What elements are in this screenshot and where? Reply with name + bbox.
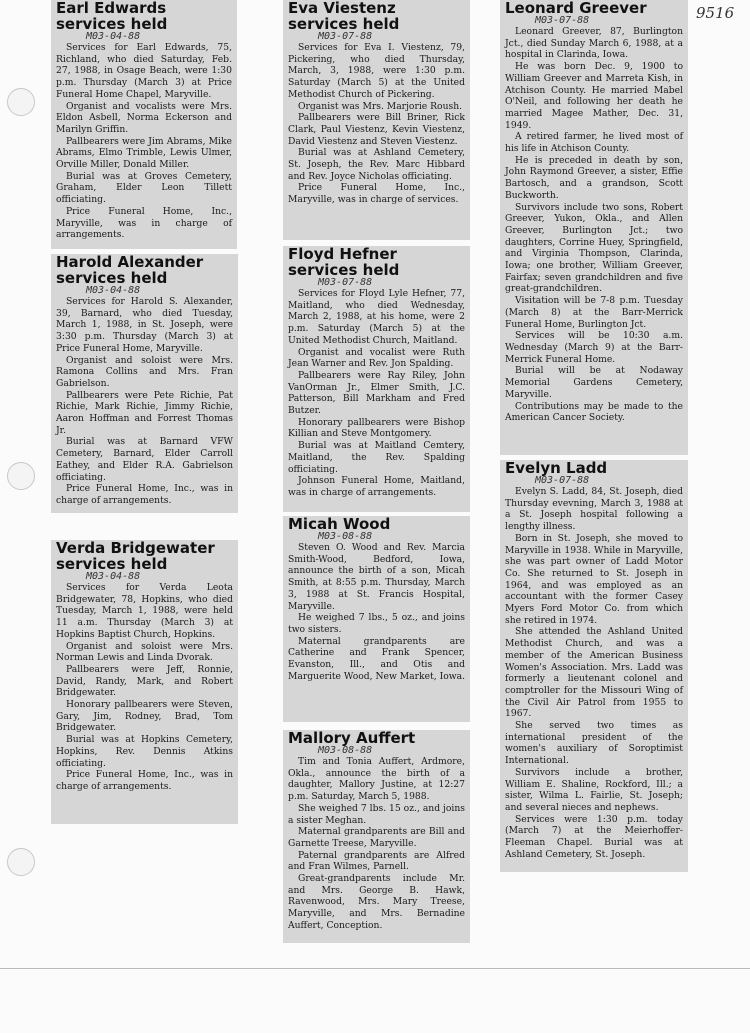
headline-eva-0: Eva Viestenz (288, 0, 396, 17)
handwritten-date-eva: M03-07-88 (318, 31, 373, 42)
paragraph-eva-4: Price Funeral Home, Inc., Maryville, was in charge of services. (288, 182, 465, 206)
paragraph-evelyn-1: Born in St. Joseph, she moved to Maryville in 1938. While in Maryville, she was part owner of Ladd Motor Co. She returned to St. Joseph in 1964, and was employed as an accountant with the former Casey Myers Ford Motor Co. from which she retired in 1974. (505, 532, 683, 626)
paragraph-verda-1: Organist and soloist were Mrs. Norman Lewis and Linda Dvorak. (56, 640, 233, 664)
headline-floyd-1: services held (288, 261, 400, 279)
headline-floyd-0: Floyd Hefner (288, 246, 397, 263)
paragraph-mallory-3: Paternal grandparents are Alfred and Fran Wilmes, Parnell. (288, 849, 465, 873)
paragraph-earl-1: Organist and vocalists were Mrs. Eldon Asbell, Norma Eckerson and Marilyn Griffin. (56, 100, 232, 135)
paragraph-eva-2: Pallbearers were Bill Briner, Rick Clark, Paul Viestenz, Kevin Viestenz, David Viestenz and Steven Viestenz. (288, 112, 465, 147)
paragraph-micah-0: Steven O. Wood and Rev. Marcia Smith-Wood, Bedford, Iowa, announce the birth of a son, Micah Smith, at 8:55 p.m. Thursday, March 3, 1988 at St. Francis Hospital, Maryville. (288, 542, 465, 612)
paragraph-harold-3: Burial was at Barnard VFW Cemetery, Barnard, Elder Carroll Eathey, and Elder R.A. Gabrielson officiating. (56, 436, 233, 483)
handwritten-date-harold: M03-04-88 (86, 285, 141, 296)
handwritten-date-evelyn: M03-07-88 (535, 475, 590, 486)
paragraph-floyd-2: Pallbearers were Ray Riley, John VanOrman Jr., Elmer Smith, J.C. Patterson, Bill Markham and Fred Butzer. (288, 369, 465, 417)
paragraph-earl-0: Services for Earl Edwards, 75, Richland, who died Saturday, Feb. 27, 1988, in Osage Beach, were 1:30 p.m. Thursday (March 3) at Price Funeral Home Chapel, Maryville. (56, 42, 232, 100)
headline-evelyn-0: Evelyn Ladd (505, 460, 608, 477)
clipping-eva-viestenz (283, 0, 470, 240)
paragraph-verda-3: Honorary pallbearers were Steven, Gary, Jim, Rodney, Brad, Tom Bridgewater. (56, 699, 233, 734)
paragraph-mallory-1: She weighed 7 lbs. 15 oz., and joins a sister Meghan. (288, 802, 465, 826)
paragraph-earl-2: Pallbearers were Jim Abrams, Mike Abrams, Elmo Trimble, Lewis Ulmer, Orville Miller, Donald Miller. (56, 135, 232, 171)
handwritten-date-micah: M03-08-88 (318, 531, 373, 542)
paragraph-floyd-1: Organist and vocalist were Ruth Jean Warner and Rev. Jon Spalding. (288, 346, 465, 370)
binder-hole-bottom (7, 848, 35, 876)
page-edge-line (0, 968, 750, 969)
handwritten-date-verda: M03-04-88 (86, 571, 141, 582)
paragraph-eva-0: Services for Eva I. Viestenz, 79, Pickering, who died Thursday, March, 3, 1988, were 1:30 p.m. Saturday (March 5) at the United Methodist Church of Pickering. (288, 42, 465, 100)
paragraph-leonard-4: Survivors include two sons, Robert Greever, Yukon, Okla., and Allen Greever, Burlington Jct.; two daughters, Corrine Huey, Springfield, and Virginia Thompson, Clarinda, Iowa; one brother, William Greever, Fairfax; seven grandchildren and five great-grandchildren. (505, 201, 683, 295)
paragraph-micah-2: Maternal grandparents are Catherine and Frank Spencer, Evanston, Ill., and Otis and Marguerite Wood, New Market, Iowa. (288, 635, 465, 682)
paragraph-floyd-5: Johnson Funeral Home, Maitland, was in charge of arrangements. (288, 475, 465, 498)
headline-mallory-0: Mallory Auffert (288, 730, 416, 747)
paragraph-eva-1: Organist was Mrs. Marjorie Roush. (298, 100, 463, 112)
paragraph-evelyn-5: Services were 1:30 p.m. today (March 7) at the Meierhoffer-Fleeman Chapel. Burial was at Ashland Cemetery, St. Joseph. (505, 813, 683, 860)
paragraph-leonard-1: He was born Dec. 9, 1900 to William Greever and Marreta Kish, in Atchison County. He married Mabel O'Neil, and following her death he married Magee Mather, Dec. 31, 1949. (505, 61, 683, 131)
paragraph-leonard-5: Visitation will be 7-8 p.m. Tuesday (March 8) at the Barr-Merrick Funeral Home, Burlington Jct. (505, 295, 683, 330)
paragraph-harold-4: Price Funeral Home, Inc., was in charge of arrangements. (56, 483, 233, 506)
headline-harold-0: Harold Alexander (56, 254, 204, 271)
handwritten-date-floyd: M03-07-88 (318, 277, 373, 288)
paragraph-leonard-3: He is preceded in death by son, John Raymond Greever, a sister, Effie Bartosch, and a grandson, Scott Buckworth. (505, 154, 683, 201)
paragraph-mallory-2: Maternal grandparents are Bill and Garnette Treese, Maryville. (288, 826, 465, 849)
headline-verda-0: Verda Bridgewater (56, 540, 215, 557)
headline-leonard-0: Leonard Greever (505, 0, 647, 17)
headline-earl-0: Earl Edwards (56, 0, 167, 17)
paragraph-evelyn-0: Evelyn S. Ladd, 84, St. Joseph, died Thursday evevning, March 3, 1988 at a St. Joseph hospital following a lengthy illness. (505, 486, 683, 533)
paragraph-harold-2: Pallbearers were Pete Richie, Pat Richie, Mark Richie, Jimmy Richie, Aaron Hoffman and Forrest Thomas Jr. (56, 389, 233, 436)
headline-eva-1: services held (288, 15, 400, 33)
clipping-verda-bridgewater (51, 540, 238, 824)
paragraph-leonard-7: Burial will be at Nodaway Memorial Gardens Cemetery, Maryville. (505, 365, 683, 400)
paragraph-leonard-2: A retired farmer, he lived most of his life in Atchison County. (505, 131, 683, 155)
paragraph-evelyn-3: She served two times as international president of the women's auxiliary of Soroptimist International. (505, 720, 683, 767)
paragraph-harold-1: Organist and soloist were Mrs. Ramona Collins and Mrs. Fran Gabrielson. (56, 354, 233, 389)
paragraph-evelyn-2: She attended the Ashland United Methodist Church, and was a member of the American Business Women's Association. Mrs. Ladd was formerly a lieutenant colonel and comptroller for the Missouri Wing of the Civil Air Patrol from 1955 to 1967. (505, 626, 683, 720)
paragraph-leonard-8: Contributions may be made to the American Cancer Society. (505, 400, 683, 424)
paragraph-verda-5: Price Funeral Home, Inc., was in charge of arrangements. (56, 769, 233, 792)
headline-earl-1: services held (56, 15, 168, 33)
paragraph-leonard-0: Leonard Greever, 87, Burlington Jct., died Sunday March 6, 1988, at a hospital in Clarinda, Iowa. (505, 26, 683, 61)
page-number: 9516 (696, 4, 735, 22)
handwritten-date-mallory: M03-08-88 (318, 745, 373, 756)
paragraph-earl-3: Burial was at Groves Cemetery, Graham, Elder Leon Tillett officiating. (56, 170, 232, 206)
handwritten-date-earl: M03-04-88 (86, 31, 141, 42)
binder-hole-top (7, 88, 35, 116)
paragraph-leonard-6: Services will be 10:30 a.m. Wednesday (March 9) at the Barr-Merrick Funeral Home. (505, 330, 683, 365)
paragraph-harold-0: Services for Harold S. Alexander, 39, Barnard, who died Tuesday, March 1, 1988, in St. Joseph, were 3:30 p.m. Thursday (March 3) at Price Funeral Home, Maryville. (56, 296, 233, 354)
paragraph-evelyn-4: Survivors include a brother, William E. Shaline, Rockford, Ill.; a sister, Wilma L. Fairlie, St. Joseph; and several nieces and nephews. (505, 766, 683, 813)
paragraph-mallory-4: Great-grandparents include Mr. and Mrs. George B. Hawk, Ravenwood, Mrs. Mary Treese, Maryville, and Mrs. Bernadine Auffert, Conception. (288, 873, 465, 931)
paragraph-floyd-4: Burial was at Maitland Cemtery, Maitland, the Rev. Spalding officiating. (288, 440, 465, 475)
paragraph-verda-2: Pallbearers were Jeff, Ronnie, David, Randy, Mark, and Robert Bridgewater. (56, 663, 233, 699)
clipping-evelyn-ladd (500, 460, 688, 872)
binder-hole-middle (7, 462, 35, 490)
clipping-harold-alexander (51, 254, 238, 513)
paragraph-earl-4: Price Funeral Home, Inc., Maryville, was in charge of arrangements. (56, 205, 232, 241)
paragraph-floyd-0: Services for Floyd Lyle Hefner, 77, Maitland, who died Wednesday, March 2, 1988, at his home, were 2 p.m. Saturday (March 5) at the United Methodist Church, Maitland. (288, 288, 465, 346)
clipping-floyd-hefner (283, 246, 470, 512)
headline-micah-0: Micah Wood (288, 516, 391, 533)
paragraph-mallory-0: Tim and Tonia Auffert, Ardmore, Okla., announce the birth of a daughter, Mallory Justine, at 12:27 p.m. Saturday, March 5, 1988. (288, 756, 465, 803)
paragraph-verda-0: Services for Verda Leota Bridgewater, 78, Hopkins, who died Tuesday, March 1, 1988, were held 11 a.m. Thursday (March 3) at Hopkins Baptist Church, Hopkins. (56, 582, 233, 640)
clipping-mallory-auffert (283, 730, 470, 943)
clipping-leonard-greever (500, 0, 688, 455)
handwritten-date-leonard: M03-07-88 (535, 15, 590, 26)
paragraph-eva-3: Burial was at Ashland Cemetery, St. Joseph, the Rev. Marc Hibbard and Rev. Joyce Nicholas officiating. (288, 147, 465, 182)
headline-verda-1: services held (56, 555, 168, 573)
paragraph-floyd-3: Honorary pallbearers were Bishop Killian and Steve Montgomery. (288, 416, 465, 440)
headline-harold-1: services held (56, 269, 168, 287)
paragraph-verda-4: Burial was at Hopkins Cemetery, Hopkins, Rev. Dennis Atkins officiating. (56, 734, 233, 769)
clipping-micah-wood (283, 516, 470, 722)
paragraph-micah-1: He weighed 7 lbs., 5 oz., and joins two sisters. (288, 612, 465, 635)
clipping-earl-edwards (51, 0, 237, 249)
